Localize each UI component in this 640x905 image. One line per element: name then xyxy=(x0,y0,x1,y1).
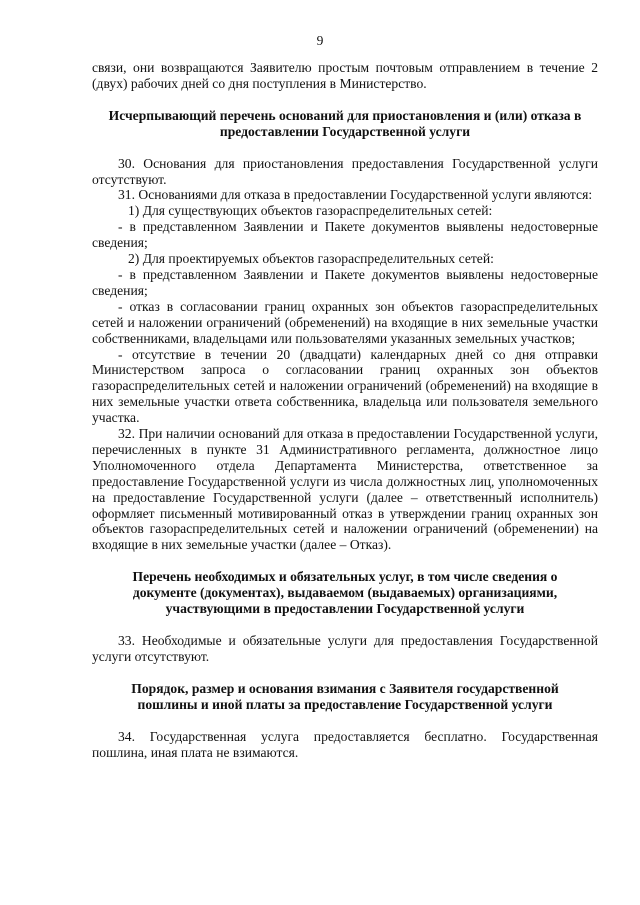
intro-paragraph: связи, они возвращаются Заявителю простым почтовым отправлением в течение 2 (двух) рабочих дней со дня поступления в Министерство. xyxy=(92,60,598,91)
paragraph-31-item-2-dash-a: - в представленном Заявлении и Пакете документов выявлены недостоверные сведения; xyxy=(92,266,598,298)
paragraph-30: 30. Основания для приостановления предоставления Государственной услуги отсутствуют. xyxy=(92,155,598,187)
paragraph-31-item-1: 1) Для существующих объектов газораспределительных сетей: xyxy=(128,203,493,219)
paragraph-32: 32. При наличии оснований для отказа в предоставлении Государственной услуги, перечисленных в пункте 31 Административного регламента, должностное лицо Уполномоченного отдела Департамента Министерства, ответственное за предоставление Государственной услуги из числа должностных лиц, уполномоченных на предоставление Государственной услуги (далее – ответственный исполнитель) оформляет письменный мотивированный отказ в утверждении границ охранных зон объектов газораспределительных сетей и наложении ограничений (обременении) на входящие в них земельные участки (далее – Отказ). xyxy=(92,426,598,553)
page-number: 9 xyxy=(316,33,324,48)
paragraph-31-item-2-dash-b: - отказ в согласовании границ охранных зон объектов газораспределительных сетей и наложении ограничений (обременений) на входящие в них земельные участки собственниками, владельцами или пользователями указанных земельных участков; xyxy=(92,298,598,346)
paragraph-31-item-1-dash-a: - в представленном Заявлении и Пакете документов выявлены недостоверные сведения; xyxy=(92,219,598,251)
paragraph-33: 33. Необходимые и обязательные услуги для предоставления Государственной услуги отсутствуют. xyxy=(92,633,598,664)
paragraph-31-item-2: 2) Для проектируемых объектов газораспределительных сетей: xyxy=(128,251,494,267)
page-content xyxy=(92,60,598,760)
paragraph-31-item-2-dash-c: - отсутствие в течении 20 (двадцати) календарных дней со дня отправки Министерством запроса о согласовании границ охранных зон объектов газораспределительных сетей и наложении ограничений (обременений) на входящие в них земельные участки ответа собственника, владельца или пользователя земельного участка. xyxy=(92,346,598,426)
section-heading-required-services: Перечень необходимых и обязательных услуг, в том числе сведения о документе (документах), выдаваемом (выдаваемых) организациями, участвующими в предоставлении Государственной услуги xyxy=(132,569,558,617)
section-heading-fees: Порядок, размер и основания взимания с Заявителя государственной пошлины и иной платы за предоставление Государственной услуги xyxy=(131,680,559,712)
paragraph-31: 31. Основаниями для отказа в предоставлении Государственной услуги являются: xyxy=(118,187,593,203)
section-heading-refusal-grounds: Исчерпывающий перечень оснований для приостановления и (или) отказа в предоставлении Государственной услуги xyxy=(108,107,582,139)
paragraph-34: 34. Государственная услуга предоставляется бесплатно. Государственная пошлина, иная плата не взимаются. xyxy=(92,728,598,760)
